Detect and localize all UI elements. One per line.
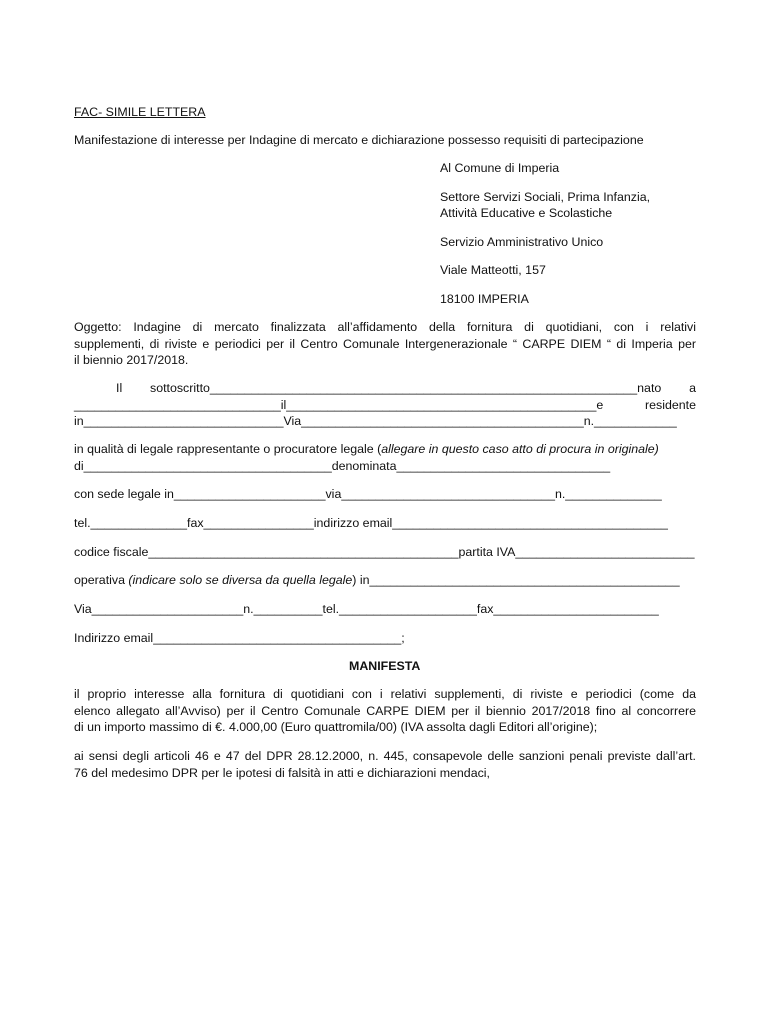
subject-line: Manifestazione di interesse per Indagine di mercato e dichiarazione possesso requisiti di partecipazione — [74, 133, 644, 147]
page-title: FAC- SIMILE LETTERA — [74, 105, 206, 119]
residence-line: in_____________________________Via_________________________________________n.____________ — [74, 414, 677, 428]
company-line: di____________________________________denominata_______________________________ — [74, 458, 611, 473]
oggetto-paragraph — [74, 319, 696, 369]
operational-seat-line: operativa (indicare solo se diversa da quella legale) in_____________________________________________ — [74, 573, 680, 587]
oggetto-line: il biennio 2017/2018. — [74, 353, 189, 367]
tax-line: codice fiscale_____________________________________________partita IVA__________________________ — [74, 545, 695, 559]
birthdate-line: ______________________________il_____________________________________________e residente — [74, 397, 696, 412]
recipient-line: Viale Matteotti, 157 — [440, 263, 546, 277]
contact-line: tel.______________fax________________indirizzo email________________________________________ — [74, 516, 668, 530]
legal-seat-line: con sede legale in______________________via_______________________________n.______________ — [74, 487, 662, 501]
manifesta-heading: MANIFESTA — [349, 659, 421, 673]
oggetto-line: Oggetto: Indagine di mercato finalizzata all’affidamento della fornitura di quotidiani, con i relativi — [74, 320, 696, 334]
recipient-line: Settore Servizi Sociali, Prima Infanzia, — [440, 190, 651, 204]
oggetto-line: supplementi, di riviste e periodici per il Centro Comunale Intergenerazionale “ CARPE DIEM “ di Imperia per — [74, 336, 696, 351]
interest-line: elenco allegato all’Avviso) per il Centro Comunale CARPE DIEM per il biennio 2017/2018 fino al concorrere — [74, 703, 696, 718]
declaration-line: 76 del medesimo DPR per le ipotesi di falsità in atti e dichiarazioni mendaci, — [74, 765, 490, 780]
interest-line: di un importo massimo di €. 4.000,00 (Euro quattromila/00) (IVA assolta dagli Editori all’origine); — [74, 720, 598, 734]
recipient-line: Al Comune di Imperia — [440, 161, 560, 175]
role-line: in qualità di legale rappresentante o procuratore legale (allegare in questo caso atto di procura in originale) — [74, 442, 659, 456]
declaration-paragraph — [74, 748, 696, 781]
signatory-block — [74, 380, 696, 430]
operational-address-line: Via______________________n.__________tel.____________________fax________________________ — [74, 602, 659, 616]
interest-line: il proprio interesse alla fornitura di quotidiani con i relativi supplementi, di riviste e periodici (come da — [74, 687, 696, 701]
email-line: Indirizzo email____________________________________; — [74, 631, 405, 645]
signatory-line: Il sottoscritto______________________________________________________________nato a — [116, 381, 696, 395]
declaration-line: ai sensi degli articoli 46 e 47 del DPR 28.12.2000, n. 445, consapevole delle sanzioni penali previste dall’art. — [74, 749, 696, 763]
recipient-line: 18100 IMPERIA — [440, 292, 529, 306]
interest-paragraph — [74, 686, 696, 736]
recipient-line: Attività Educative e Scolastiche — [440, 206, 613, 220]
role-block — [74, 441, 696, 474]
recipient-line: Servizio Amministrativo Unico — [440, 235, 604, 249]
